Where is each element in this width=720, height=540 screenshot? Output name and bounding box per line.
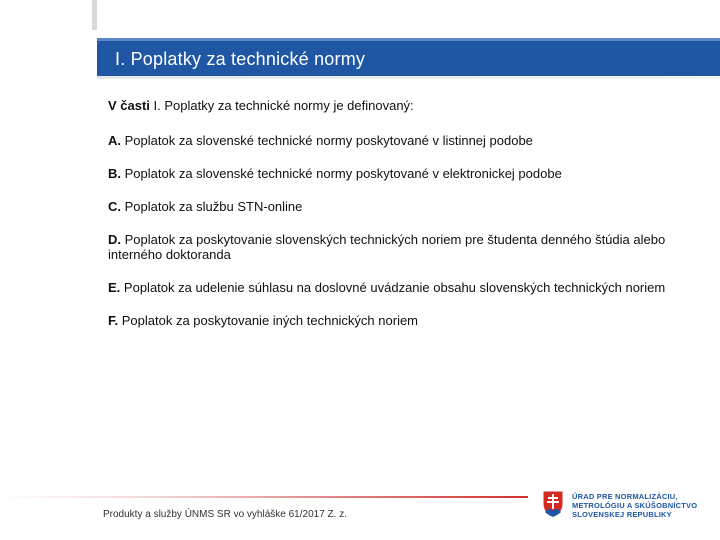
item-text: Poplatok za udelenie súhlasu na doslovné uvádzanie obsahu slovenských technických noriem xyxy=(123,280,666,295)
item-letter: E. xyxy=(108,280,121,295)
title-bar xyxy=(97,38,720,76)
intro-label: V časti xyxy=(108,98,150,113)
item-text: Poplatok za službu STN-online xyxy=(124,199,303,214)
footer-caption: Produkty a služby ÚNMS SR vo vyhláške 61/2017 Z. z. xyxy=(103,509,347,520)
logo-line-3: SLOVENSKEJ REPUBLIKY xyxy=(572,510,672,519)
list-item-d xyxy=(108,232,688,262)
item-text: Poplatok za slovenské technické normy poskytované v listinnej podobe xyxy=(124,133,533,148)
slovak-coat-of-arms-icon xyxy=(542,490,564,518)
item-letter: A. xyxy=(108,133,121,148)
item-text: Poplatok za poskytovanie slovenských technických noriem pre študenta denného štúdia alebo interného doktoranda xyxy=(108,232,666,262)
institution-logo-text xyxy=(572,492,712,519)
item-text: Poplatok za slovenské technické normy poskytované v elektronickej podobe xyxy=(124,166,562,181)
item-text: Poplatok za poskytovanie iných technických noriem xyxy=(121,313,419,328)
page-title: I. Poplatky za technické normy xyxy=(115,49,366,69)
list-item-f xyxy=(108,313,688,328)
list-item-c xyxy=(108,199,688,214)
item-letter: F. xyxy=(108,313,119,328)
list-item-a xyxy=(108,133,688,148)
list-item-e xyxy=(108,280,688,295)
slide-content xyxy=(108,98,688,346)
logo-line-1: ÚRAD PRE NORMALIZÁCIU, xyxy=(572,492,678,501)
footer-divider xyxy=(0,496,528,498)
list-item-b xyxy=(108,166,688,181)
item-letter: C. xyxy=(108,199,121,214)
logo-line-2: METROLÓGIU A SKÚŠOBNÍCTVO xyxy=(572,501,698,510)
vertical-accent-line xyxy=(92,0,97,30)
intro-text xyxy=(108,98,688,113)
intro-rest: I. Poplatky za technické normy je definovaný: xyxy=(149,98,414,113)
item-letter: D. xyxy=(108,232,121,247)
item-letter: B. xyxy=(108,166,121,181)
